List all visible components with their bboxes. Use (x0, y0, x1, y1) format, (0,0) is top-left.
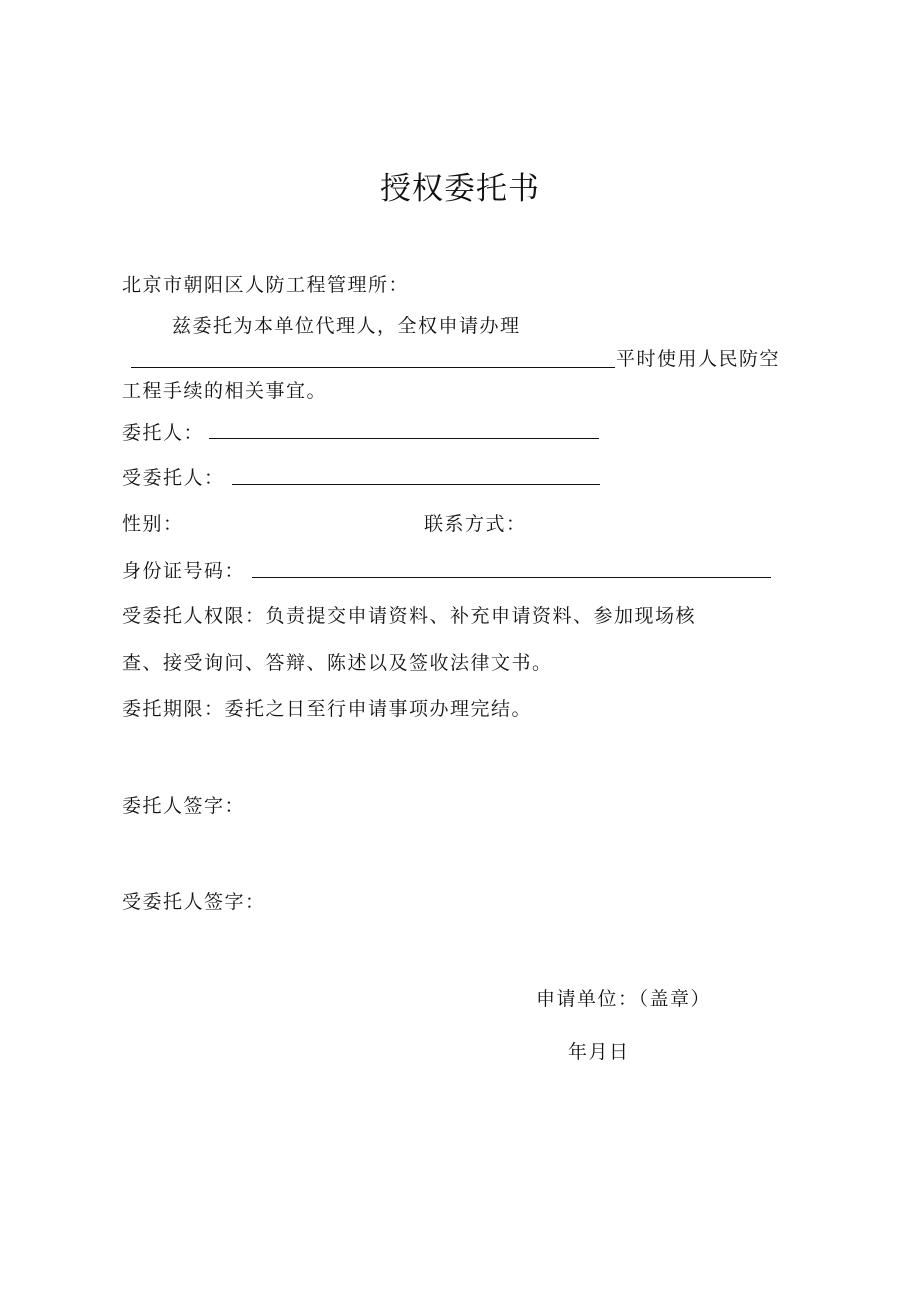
principal-blank-line (209, 438, 599, 439)
document-title: 授权委托书 (380, 171, 540, 207)
id-number-blank-line (252, 577, 771, 578)
agent-label: 受委托人： (122, 467, 225, 489)
agent-signature-label: 受委托人签字： (122, 891, 266, 913)
id-number-label: 身份证号码： (122, 560, 246, 582)
intro-line-3: 工程手续的相关事宜。 (122, 380, 328, 402)
matter-blank-line (131, 367, 615, 368)
principal-signature-label: 委托人签字： (122, 795, 246, 817)
principal-label: 委托人： (122, 422, 205, 444)
intro-line-1: 兹委托为本单位代理人，全权申请办理 (172, 315, 521, 337)
gender-label: 性别： (122, 513, 184, 535)
date-line: 年月日 (568, 1041, 630, 1063)
authority-line-2: 查、接受询问、答辩、陈述以及签收法律文书。 (122, 652, 553, 674)
intro-line-2-suffix: 平时使用人民防空 (616, 348, 781, 370)
addressee: 北京市朝阳区人防工程管理所： (122, 274, 410, 296)
agent-blank-line (232, 484, 600, 485)
term-line: 委托期限：委托之日至行申请事项办理完结。 (122, 698, 533, 720)
contact-label: 联系方式： (424, 513, 527, 535)
applicant-seal-line: 申请单位：（盖章） (536, 988, 712, 1010)
authority-line-1: 受委托人权限：负责提交申请资料、补充申请资料、参加现场核 (122, 605, 697, 627)
